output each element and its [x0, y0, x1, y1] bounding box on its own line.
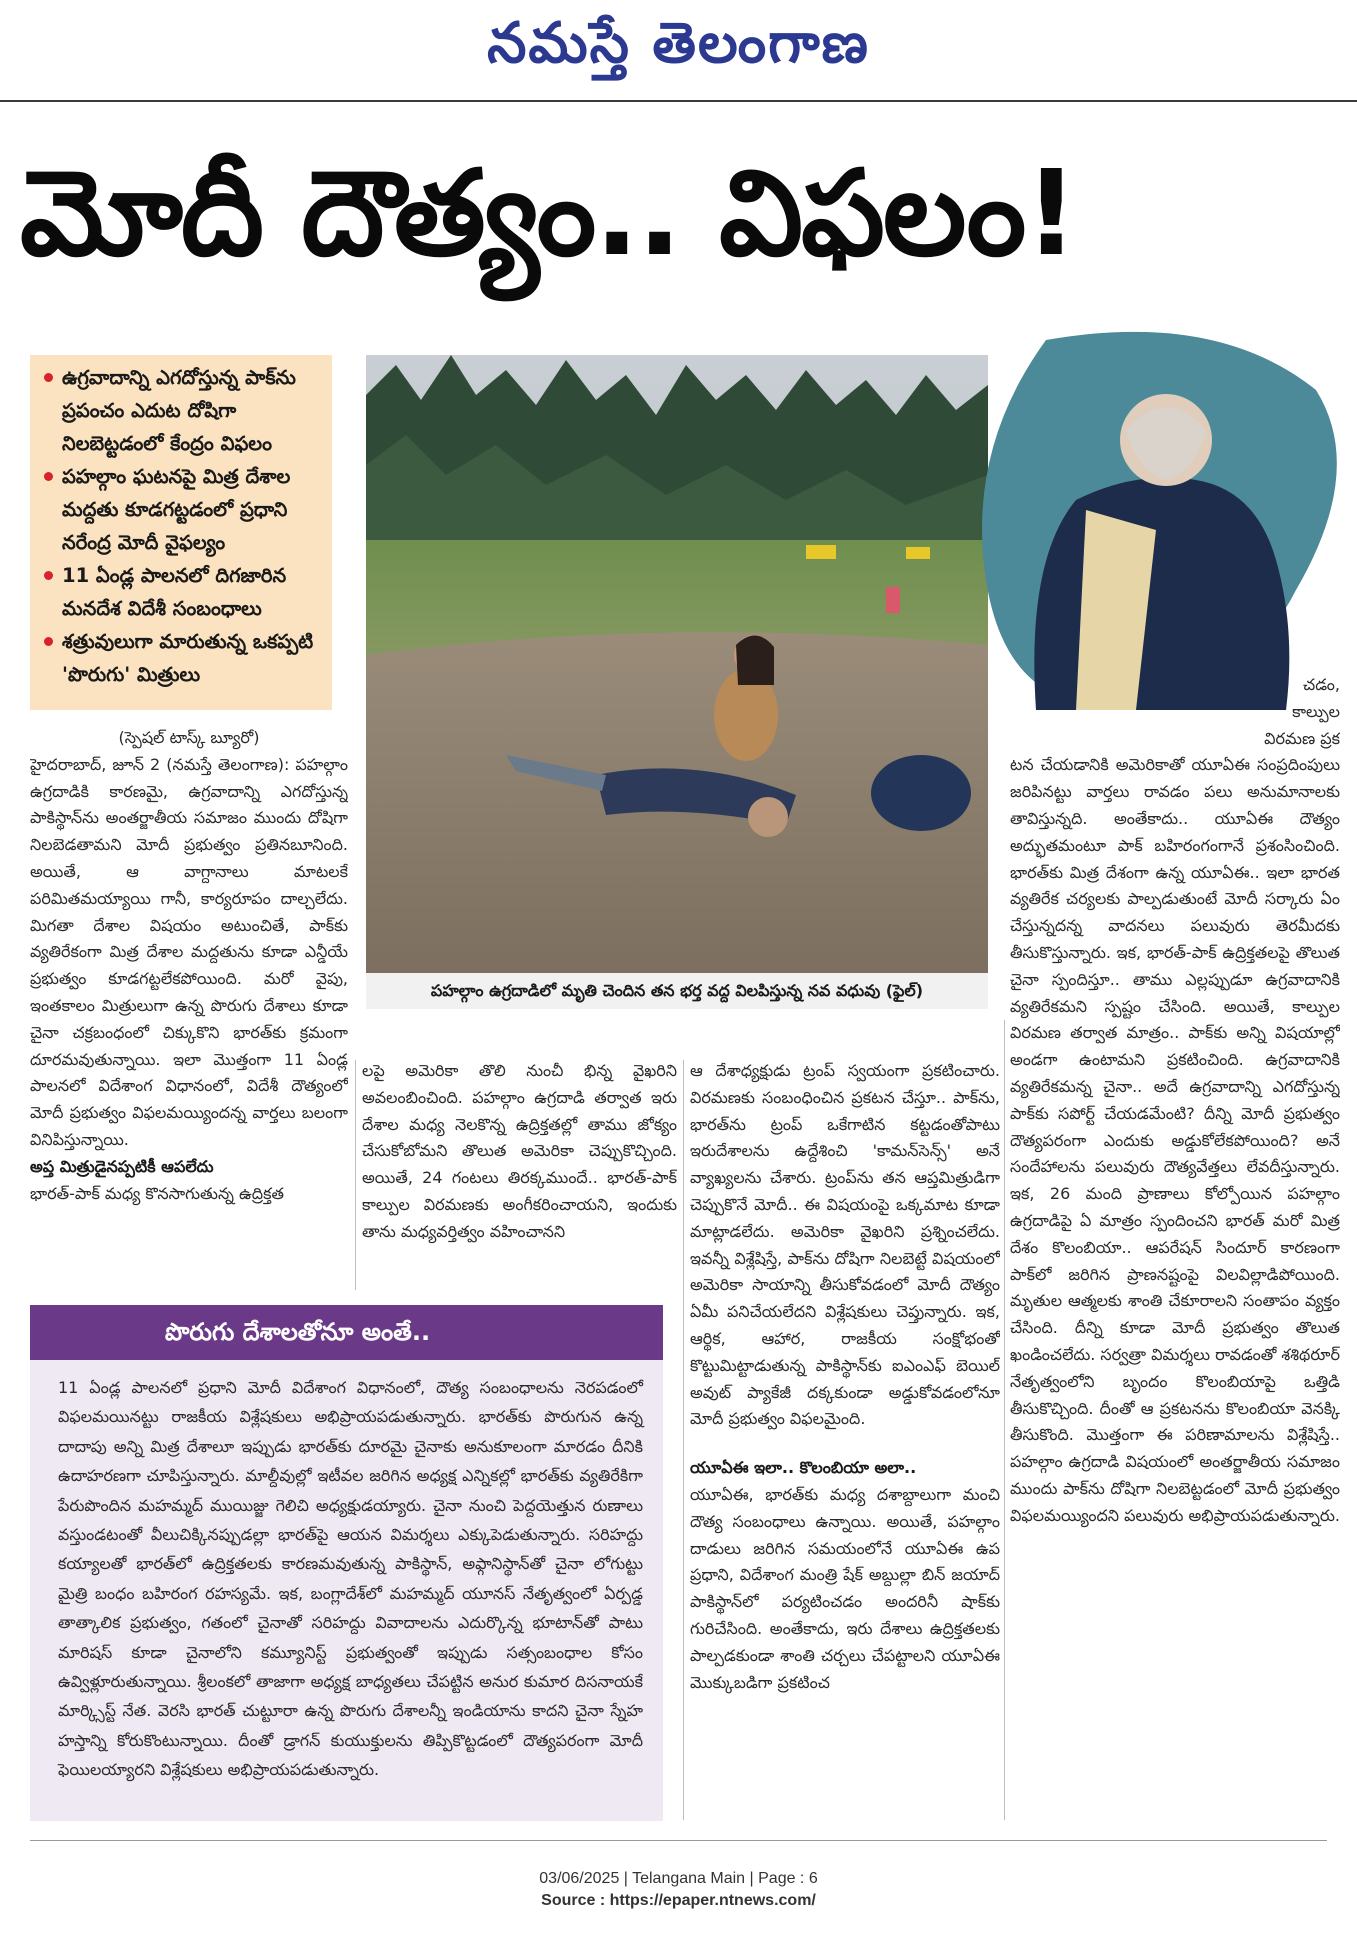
- footer: [0, 1840, 1357, 1936]
- article-text: ఆ దేశాధ్యక్షుడు ట్రంప్ స్వయంగా ప్రకటించారు. విరమణకు సంబంధించిన ప్రకటన చేస్తూ.. పాక్‌ను, భారత్‌ను ట్రంప్ ఒకేగాటిన కట్టడంతోపాటు ఇరుదేశాలను ఉద్దేశించి 'కామన్‌సెన్స్' అనే వ్యాఖ్యలను చేశారు. ట్రంప్‌ను తన ఆప్తమిత్రుడిగా చెప్పుకొనే మోదీ.. ఈ విషయంపై ఒక్కమాట కూడా మాట్లాడలేదు. అమెరికా వైఖరిని ప్రశ్నించలేదు. ఇవన్నీ విశ్లేషిస్తే, పాక్‌ను దోషిగా నిలబెట్టే విషయంలో అమెరికా సాయాన్ని తీసుకోవడంలో మోదీ దౌత్యం ఏమీ పనిచేయలేదని విశ్లేషకులు చెప్తున్నారు. ఇక, ఆర్థిక, ఆహార, రాజకీయ సంక్షోభంతో కొట్టుమిట్టాడుతున్న పాకిస్థాన్‌కు ఐఎంఎఫ్ బెయిల్ అవుట్ ప్యాకేజీ దక్కకుండా అడ్డుకోవడంలోనూ మోదీ ప్రభుత్వం విఫలమైంది.: [690, 1061, 1000, 1429]
- masthead-rule: [0, 100, 1357, 102]
- article-text: భారత్-పాక్ మధ్య కొనసాగుతున్న ఉద్రిక్తత: [30, 1183, 284, 1203]
- highlight-item: 11 ఏండ్ల పాలనలో దిగజారిన మనదేశ విదేశీ సంబంధాలు: [44, 559, 320, 625]
- column-divider: [683, 1060, 684, 1820]
- highlight-item: ఉగ్రవాదాన్ని ఎగదోస్తున్న పాక్‌ను ప్రపంచం ఎదుట దోషిగా నిలబెట్టడంలో కేంద్రం విఫలం: [44, 361, 320, 460]
- column-divider: [355, 1060, 356, 1290]
- modi-portrait: [966, 330, 1350, 710]
- masthead: [0, 0, 1357, 104]
- article-text: టన చేయడానికి అమెరికాతో యూఏఈ సంప్రదింపులు జరిపినట్టు వార్తలు రావడం పలు అనుమానాలకు తావిస్తున్నది. అంతేకాదు.. యూఏఈ దౌత్యం అద్భుతమంటూ పాక్ బహిరంగంగానే ప్రశంసించింది. భారత్‌కు మిత్ర దేశంగా ఉన్న యూఏఈ.. ఇలా భారత వ్యతిరేక చర్యలకు పాల్పడుతుంటే మోదీ సర్కారు ఏం చేస్తున్నదన్న వాదనలు పలువురు తెరమీదకు తీసుకొస్తున్నారు. ఇక, భారత్-పాక్ ఉద్రిక్తతలపై తొలుత చైనా స్పందిస్తూ.. తాము ఎల్లప్పుడూ ఉగ్రవాదానికి వ్యతిరేకమని స్పష్టం చేసింది. అయితే, కాల్పుల విరమణ తర్వాత మాత్రం.. పాక్‌కు అన్ని విషయాల్లో అండగా ఉంటామని ప్రకటించింది. ఉగ్రవాదానికి వ్యతిరేకమన్న చైనా.. అదే ఉగ్రవాదాన్ని ఎగదోస్తున్న పాక్‌కు సపోర్ట్ చేయడమేంటి? దీన్ని మోదీ ప్రభుత్వం దౌత్యపరంగా ఎందుకు అడ్డుకోలేకపోయింది? అనే సందేహాలను పలువురు దౌత్యవేత్తలు లేవదీస్తున్నారు. ఇక, 26 మంది ప్రాణాలు కోల్పోయిన పహల్గాం ఉగ్రదాడిపై ఏ మాత్రం స్పందించని భారత్ మరో మిత్ర దేశం కొలంబియా.. ఆపరేషన్ సిందూర్ కారణంగా పాక్‌లో జరిగిన ప్రాణనష్టంపై విలవిల్లాడిపోయింది. మృతుల ఆత్మలకు శాంతి చేకూరాలని సంతాపం వ్యక్తం చేసింది. దీన్ని కూడా మోదీ ప్రభుత్వం తొలుత ఖండించలేదు. సర్వత్రా విమర్శలు రావడంతో శశిథరూర్ నేతృత్వంలోని బృందం కొలంబియాపై ఒత్తిడి తీసుకొచ్చింది. దీంతో ఆ ప్రకటనను కొలంబియా వెనక్కి తీసుకొంది. మొత్తంగా ఈ పరిణామాలను విశ్లేషిస్తే.. పహల్గాం ఉగ్రదాడి విషయంలో అంతర్జాతీయ సమాజం ముందు పాక్‌ను దోషిగా నిలబెట్టడంలో మోదీ ప్రభుత్వం విఫలమయ్యిందని పలువురు అభిప్రాయపడుతున్నారు.: [1010, 755, 1340, 1525]
- sidebar-text: 11 ఏండ్ల పాలనలో ప్రధాని మోదీ విదేశాంగ విధానంలో, దౌత్య సంబంధాలను నెరపడంలో విఫలమయినట్టు రాజకీయ విశ్లేషకులు అభిప్రాయపడుతున్నారు. భారత్‌కు పొరుగున ఉన్న దాదాపు అన్ని మిత్ర దేశాలూ ఇప్పుడు భారత్‌కు దూరమై చైనాకు అనుకూలంగా మారడం దీనికి ఉదాహరణగా చూపిస్తున్నారు. మాల్దీవుల్లో ఇటీవల జరిగిన అధ్యక్ష ఎన్నికల్లో భారత్‌కు వ్యతిరేకిగా పేరుపొందిన మహమ్మద్ ముయిజ్జు గెలిచి అధ్యక్షుడయ్యారు. చైనా నుంచి పెద్దయెత్తున రుణాలు వస్తుండటంతో వీలుచిక్కినప్పుడల్లా భారత్‌పై ఆయన విమర్శలు ఎక్కుపెడుతున్నారు. సరిహద్దు కయ్యాలతో భారత్‌లో ఉద్రిక్తతలకు కారణమవుతున్న పాకిస్థాన్, అఫ్గానిస్థాన్‌తో చైనా లోగుట్టు మైత్రి బంధం బహిరంగ రహస్యమే. ఇక, బంగ్లాదేశ్‌లో మహమ్మద్ యూనస్ నేతృత్వంలో ఏర్పడ్డ తాత్కాలిక ప్రభుత్వం, గతంలో చైనాతో సరిహద్దు వివాదాలను ఎదుర్కొన్న భూటాన్‌తో పాటు మారిషస్ కూడా చైనాలోని కమ్యూనిస్ట్ ప్రభుత్వంతో ఇప్పుడు సత్సంబంధాల కోసం ఉవ్విళ్లూరుతున్నాయి. శ్రీలంకలో తాజాగా అధ్యక్ష బాధ్యతలు చేపట్టిన అనుర కుమార దిసనాయకే మార్క్సిస్ట్ నేత. వెరసి భారత్ చుట్టూరా ఉన్న పొరుగు దేశాలన్నీ ఇండియాను కాదని చైనా స్నేహ హస్తాన్ని కోరుకొంటున్నాయి. దీంతో డ్రాగన్ కుయుక్తులను తిప్పికొట్టడంలో దౌత్యపరంగా మోదీ ఫెయిలయ్యారని విశ్లేషకులు అభిప్రాయపడుతున్నారు.: [58, 1378, 643, 1780]
- article-text: చడం,: [1303, 675, 1340, 694]
- subheading: యూఏఈ ఇలా.. కొలంబియా అలా..: [690, 1458, 917, 1478]
- article-text: లపై అమెరికా తొలి నుంచీ భిన్న వైఖరిని అవలంబించింది. పహల్గాం ఉగ్రదాడి తర్వాత ఇరు దేశాల మధ్య నెలకొన్న ఉద్రిక్తతల్లో తాము జోక్యం చేసుకోబోమని తొలుత అమెరికా చెప్పుకొచ్చింది. అయితే, 24 గంటలు తిరక్కముందే.. భారత్-పాక్ కాల్పుల విరమణకు అంగీకరించాయని, ఇందుకు తాను మధ్యవర్తిత్వం వహించానని: [362, 1061, 677, 1241]
- article-text: హైదరాబాద్, జూన్ 2 (నమస్తే తెలంగాణ): పహల్గాం ఉగ్రదాడికి కారణమై, ఉగ్రవాదాన్ని ఎగదోస్తున్న పాకిస్థాన్‌ను అంతర్జాతీయ సమాజం ముందు దోషిగా నిలబెడతామని మోదీ ప్రభుత్వం ప్రతినబూనింది. అయితే, ఆ వాగ్దానాలు మాటలకే పరిమితమయ్యాయి గానీ, కార్యరూపం దాల్చలేదు. మిగతా దేశాల విషయం అటుంచితే, పాక్‌కు వ్యతిరేకంగా మిత్ర దేశాల మద్దతును కూడా ఎన్డీయే ప్రభుత్వం కూడగట్టలేకపోయింది. మరో వైపు, ఇంతకాలం మిత్రులుగా ఉన్న పొరుగు దేశాలు కూడా చైనా చక్రబంధంలో చిక్కుకొని భారత్‌కు క్రమంగా దూరమవుతున్నాయి. ఇలా మొత్తంగా 11 ఏండ్ల పాలనలో విదేశాంగ విధానంలో, విదేశీ దౌత్యంలో మోదీ ప్రభుత్వం విఫలమయ్యిందన్న వార్తలు బలంగా వినిపిస్తున్నాయి.: [30, 754, 348, 1149]
- main-photo: [366, 355, 988, 1009]
- byline: (స్పెషల్ టాస్క్ బ్యూరో): [118, 728, 260, 747]
- footer-rule: [30, 1840, 1327, 1841]
- sidebar-box: [30, 1305, 663, 1821]
- subheading: అప్త మిత్రుడైనప్పటికీ ఆపలేదు: [30, 1156, 214, 1176]
- sidebar-title: పొరుగు దేశాలతోనూ అంతే..: [30, 1305, 663, 1360]
- headline: మోదీ దౌత్యం.. విఫలం!: [20, 144, 1077, 282]
- source-info: Source : https://epaper.ntnews.com/: [541, 1892, 816, 1909]
- newspaper-logo: నమస్తే తెలంగాణ: [487, 10, 870, 76]
- highlight-item: శత్రువులుగా మారుతున్న ఒకప్పటి 'పొరుగు' మిత్రులు: [44, 625, 320, 691]
- meadow-photo-illustration: [366, 355, 988, 973]
- highlights-box: [30, 355, 332, 710]
- portrait-illustration: [966, 330, 1350, 710]
- highlight-item: పహల్గాం ఘటనపై మిత్ర దేశాల మద్దతు కూడగట్టడంలో ప్రధాని నరేంద్ర మోదీ వైఫల్యం: [44, 460, 320, 559]
- article-text: యూఏఈ, భారత్‌కు మధ్య దశాబ్దాలుగా మంచి దౌత్య సంబంధాలు ఉన్నాయి. అయితే, పహల్గాం దాడులు జరిగిన సమయంలోనే యూఏఈ ఉప ప్రధాని, విదేశాంగ మంత్రి షేక్ అబ్దుల్లా బిన్ జయాద్ పాకిస్థాన్‌లో పర్యటించడం అందరినీ షాక్‌కు గురిచేసింది. అంతేకాదు, ఇరు దేశాలు ఉద్రిక్తతలకు పాల్పడకుండా శాంతి చర్చలు చేపట్టాలని యూఏఈ మొక్కుబడిగా ప్రకటించ: [690, 1484, 1000, 1692]
- article-column-4: [1010, 672, 1340, 1812]
- article-column-1: [30, 725, 348, 1285]
- article-column-3: [690, 1058, 1000, 1818]
- article-text: విరమణ ప్రక: [1264, 728, 1340, 748]
- photo-caption: పహల్గాం ఉగ్రదాడిలో మృతి చెందిన తన భర్త వద్ద విలపిస్తున్న నవ వధువు (ఫైల్): [366, 973, 988, 1009]
- article-text: కాల్పుల: [1292, 701, 1340, 721]
- column-divider: [1004, 1020, 1005, 1820]
- article-column-2: [362, 1058, 677, 1293]
- edition-info: 03/06/2025 | Telangana Main | Page : 6: [539, 1870, 818, 1887]
